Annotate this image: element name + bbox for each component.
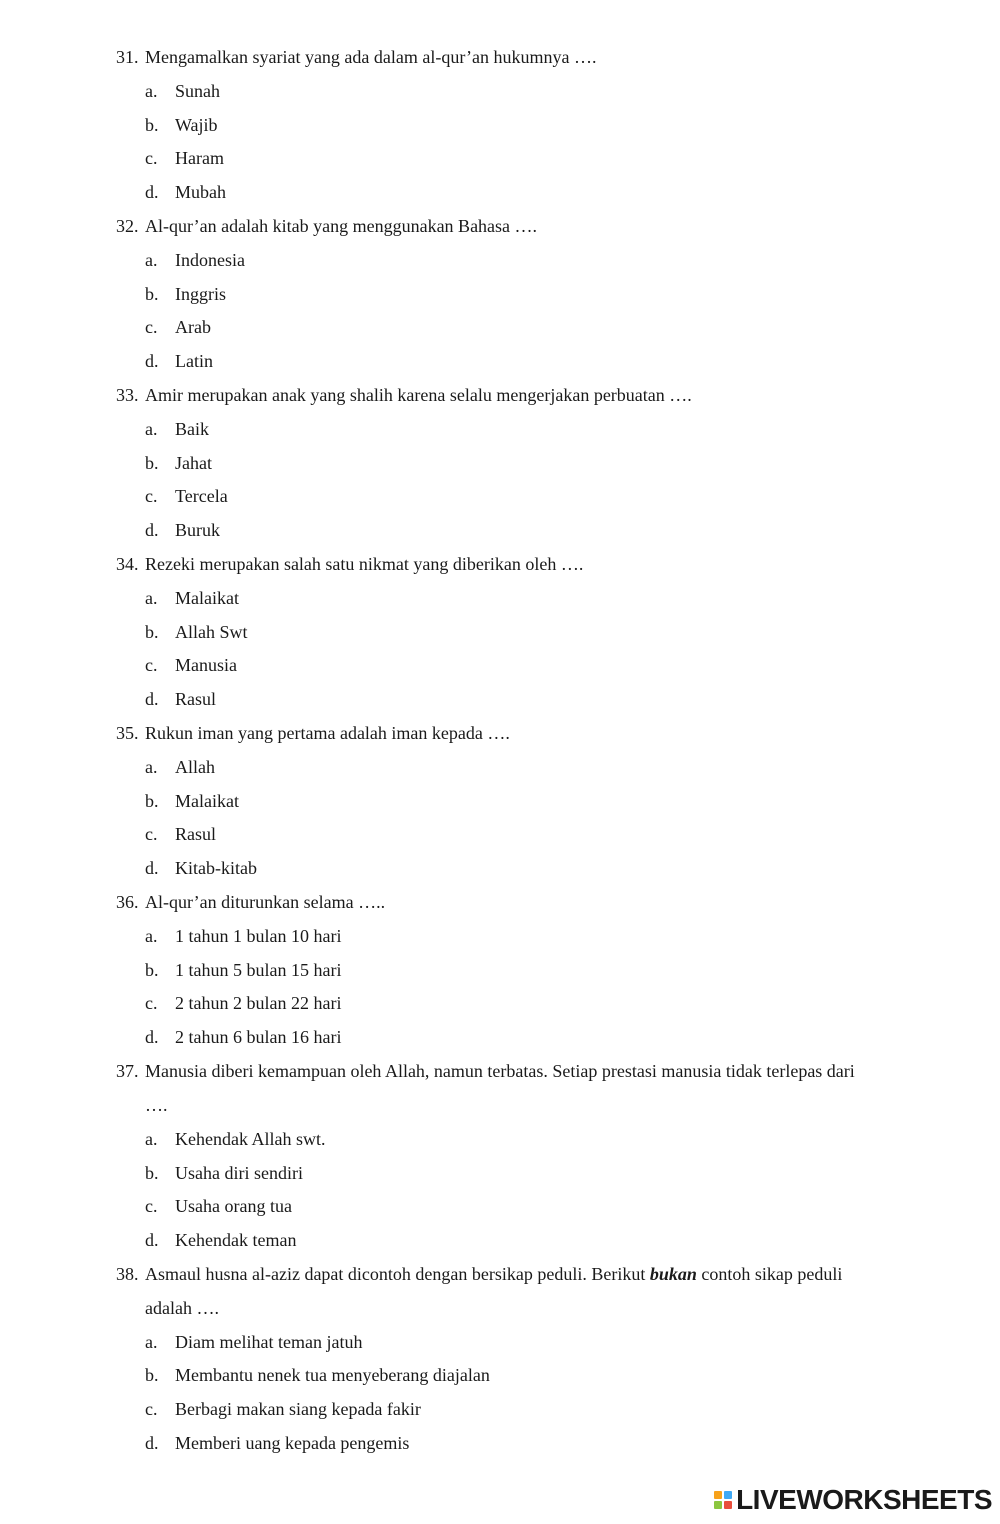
option-letter: d. [145, 351, 159, 372]
option-text: Arab [175, 317, 211, 338]
option-text: Sunah [175, 80, 220, 101]
option-letter: c. [145, 148, 158, 169]
option-letter: d. [145, 858, 159, 879]
option-text: Usaha orang tua [175, 1196, 292, 1217]
option-letter: b. [145, 959, 159, 980]
question-text: Mengamalkan syariat yang ada dalam al-qur’an hukumnya …. [145, 47, 597, 67]
question-38 [116, 1263, 936, 1454]
option-text: Jahat [175, 452, 212, 473]
option-text: 2 tahun 6 bulan 16 hari [175, 1027, 342, 1048]
option-text: Malaikat [175, 587, 239, 608]
option-text: 1 tahun 5 bulan 15 hari [175, 959, 342, 980]
option-text: Buruk [175, 520, 220, 541]
option-text: Memberi uang kepada pengemis [175, 1433, 410, 1454]
option-c[interactable] [116, 1195, 936, 1217]
option-letter: c. [145, 655, 158, 676]
option-text: Manusia [175, 655, 237, 676]
option-list [116, 756, 936, 879]
question-number: 35. [116, 722, 139, 743]
option-letter: b. [145, 621, 159, 642]
question-text [145, 1263, 936, 1285]
option-c[interactable] [116, 316, 936, 338]
option-c[interactable] [116, 147, 936, 169]
question-text: Rukun iman yang pertama adalah iman kepada …. [145, 722, 510, 743]
option-c[interactable] [116, 992, 936, 1014]
option-b[interactable] [116, 621, 936, 643]
option-letter: b. [145, 452, 159, 473]
option-d[interactable] [116, 519, 936, 541]
option-d[interactable] [116, 181, 936, 203]
option-letter: c. [145, 486, 158, 507]
logo-square-icon [724, 1491, 732, 1499]
option-letter: a. [145, 756, 158, 777]
option-b[interactable] [116, 452, 936, 474]
option-a[interactable] [116, 756, 936, 778]
option-text: Wajib [175, 114, 218, 135]
option-letter: a. [145, 1331, 158, 1352]
option-letter: c. [145, 1196, 158, 1217]
logo-square-icon [714, 1501, 722, 1509]
question-31 [116, 46, 936, 203]
option-a[interactable] [116, 80, 936, 102]
option-text: Baik [175, 418, 209, 439]
option-text: Rasul [175, 824, 217, 845]
option-a[interactable] [116, 249, 936, 271]
option-b[interactable] [116, 790, 936, 812]
question-35 [116, 722, 936, 879]
option-letter: d. [145, 1230, 159, 1251]
option-letter: b. [145, 114, 159, 135]
question-number: 38. [116, 1263, 139, 1284]
worksheet [116, 46, 936, 1466]
option-text: Indonesia [175, 249, 245, 270]
option-text: Haram [175, 148, 224, 169]
liveworksheets-logo[interactable] [714, 1484, 992, 1516]
option-letter: b. [145, 283, 159, 304]
question-36 [116, 891, 936, 1048]
option-text: Malaikat [175, 790, 239, 811]
question-text-continuation: adalah …. [145, 1297, 219, 1318]
question-text: Manusia diberi kemampuan oleh Allah, namun terbatas. Setiap prestasi manusia tidak terlepas dari [145, 1060, 855, 1081]
question-32 [116, 215, 936, 372]
option-a[interactable] [116, 1331, 936, 1353]
option-letter: c. [145, 993, 158, 1014]
logo-square-icon [724, 1501, 732, 1509]
question-number: 33. [116, 384, 139, 405]
option-a[interactable] [116, 587, 936, 609]
option-text: Kitab-kitab [175, 858, 257, 879]
option-list [116, 418, 936, 541]
option-letter: d. [145, 520, 159, 541]
option-text: Kehendak Allah swt. [175, 1128, 326, 1149]
option-text: Inggris [175, 283, 226, 304]
option-text: Allah Swt [175, 621, 248, 642]
option-b[interactable] [116, 114, 936, 136]
option-d[interactable] [116, 1432, 936, 1454]
option-letter: b. [145, 790, 159, 811]
option-text: Usaha diri sendiri [175, 1162, 303, 1183]
option-c[interactable] [116, 485, 936, 507]
option-letter: c. [145, 824, 158, 845]
option-text: Mubah [175, 182, 226, 203]
option-list [116, 80, 936, 203]
option-text: Berbagi makan siang kepada fakir [175, 1399, 421, 1420]
logo-text: LIVEWORKSHEETS [736, 1484, 992, 1515]
option-text: Tercela [175, 486, 228, 507]
question-text: Rezeki merupakan salah satu nikmat yang diberikan oleh …. [145, 553, 584, 574]
question-number: 32. [116, 215, 139, 236]
option-letter: c. [145, 317, 158, 338]
question-text: Al-qur’an adalah kitab yang menggunakan Bahasa …. [145, 215, 538, 236]
option-a[interactable] [116, 1128, 936, 1150]
option-d[interactable] [116, 350, 936, 372]
question-text: Al-qur’an diturunkan selama ….. [145, 891, 386, 912]
question-number: 31. [116, 47, 139, 67]
option-letter: a. [145, 587, 158, 608]
option-list [116, 1331, 936, 1454]
option-text: Rasul [175, 689, 217, 710]
option-a[interactable] [116, 418, 936, 440]
option-letter: a. [145, 925, 158, 946]
question-text-continuation: …. [145, 1094, 168, 1115]
question-number: 37. [116, 1060, 139, 1081]
option-list [116, 249, 936, 372]
question-text: Amir merupakan anak yang shalih karena selalu mengerjakan perbuatan …. [145, 384, 692, 405]
option-b[interactable] [116, 1364, 936, 1386]
emphasis-word: bukan [649, 1263, 697, 1284]
option-letter: b. [145, 1162, 159, 1183]
option-text: Latin [175, 351, 213, 372]
option-b[interactable] [116, 1162, 936, 1184]
option-letter: a. [145, 418, 158, 439]
option-text: 2 tahun 2 bulan 22 hari [175, 993, 342, 1014]
option-d[interactable] [116, 857, 936, 879]
option-text: Membantu nenek tua menyeberang diajalan [175, 1365, 490, 1386]
option-letter: d. [145, 1027, 159, 1048]
option-c[interactable] [116, 1398, 936, 1420]
option-letter: d. [145, 689, 159, 710]
option-c[interactable] [116, 654, 936, 676]
option-a[interactable] [116, 925, 936, 947]
question-text-post: contoh sikap peduli [696, 1263, 843, 1284]
option-letter: d. [145, 182, 159, 203]
option-list [116, 1128, 936, 1251]
question-number: 34. [116, 553, 139, 574]
question-33 [116, 384, 936, 541]
question-number: 36. [116, 891, 139, 912]
logo-mark-icon [714, 1491, 732, 1509]
option-text: Kehendak teman [175, 1230, 297, 1251]
option-text: Diam melihat teman jatuh [175, 1331, 363, 1352]
option-b[interactable] [116, 283, 936, 305]
option-letter: b. [145, 1365, 159, 1386]
option-list [116, 925, 936, 1048]
question-37 [116, 1060, 936, 1251]
option-letter: d. [145, 1433, 159, 1454]
option-list [116, 587, 936, 710]
option-d[interactable] [116, 688, 936, 710]
logo-square-icon [714, 1491, 722, 1499]
option-letter: a. [145, 249, 158, 270]
option-letter: a. [145, 1128, 158, 1149]
option-letter: c. [145, 1399, 158, 1420]
option-text: Allah [175, 756, 215, 777]
option-d[interactable] [116, 1026, 936, 1048]
option-letter: a. [145, 80, 158, 101]
option-b[interactable] [116, 959, 936, 981]
option-c[interactable] [116, 823, 936, 845]
question-text-pre: Asmaul husna al-aziz dapat dicontoh dengan bersikap peduli. Berikut [145, 1263, 650, 1284]
option-text: 1 tahun 1 bulan 10 hari [175, 925, 342, 946]
question-34 [116, 553, 936, 710]
option-d[interactable] [116, 1229, 936, 1251]
